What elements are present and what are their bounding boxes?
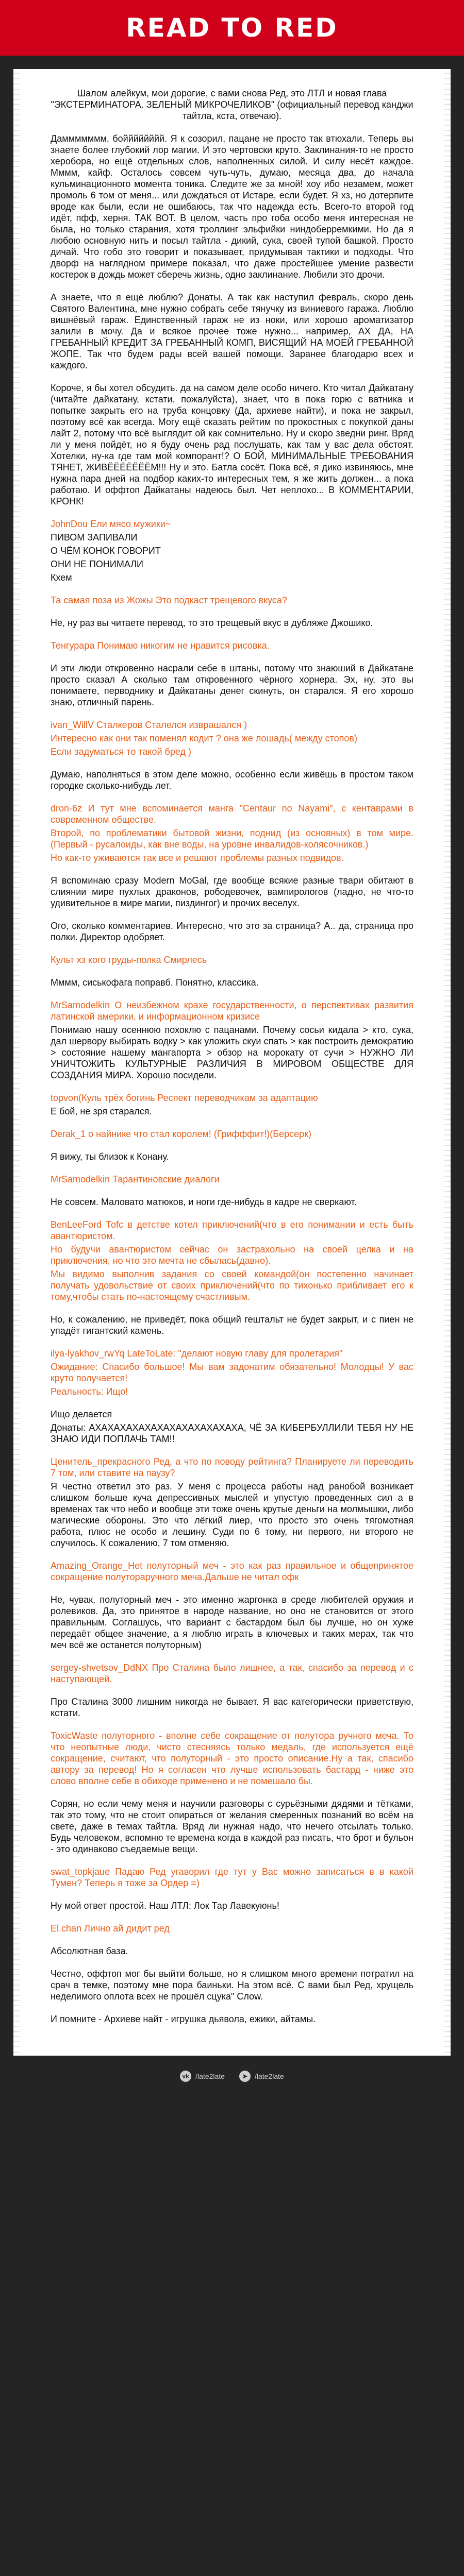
comment-author: Ценитель_прекрасного xyxy=(51,1456,151,1467)
article-paragraph: ПИВОМ ЗАПИВАЛИ xyxy=(51,532,138,543)
article-paragraph: Я вспоминаю сразу Modern MoGal, где вообще всякие разные твари обитают в слиянии мире пухлых драконов, рободевочек, вампирологов (ладно, не что-то удивительное в мире магии, пиздингог) и прочих веселух. xyxy=(51,875,413,908)
comment-text: о найнике что стал королем! (Грифффит!)(Берсерк) xyxy=(88,1129,311,1139)
article-paragraph: Короче, я бы хотел обсудить. да на самом деле особо ничего. Кто читал Дайкатану (читайте дайкатану, кстати, пожалуйста), знает, что в пока горю с ватника и попытке закрыть его на труба концовку (Да, архиеве найти), и пока не закрыл, поэтому всё как всегда. Могу ещё сказать рейтим по прокостных с покупкой даны лайт 2, потому что всё выглядит ой как сомнительно. Ну и скоро зведни ринг. Вряд ли у меня пойдёт, но я буду очень рад послушать, как там у вас дела обстоят. Хотелки, ну-ка где там мой компорант!? О БОЙ, МИНИМАЛЬНЫЕ ТРЕБОВАНИЯ ТЯНЕТ, ЖИВЁЁЁЁЁЁЁМ!!! Ну и это. Батла сосёт. Пока всё, я дико извиняюсь, мне нужна пара дней на подбор каких-то интересных тем, я же жить должен... а пока работаю. И оффтоп Дайкатаны надеюсь был. Чет неплохо... В КОММЕНТАРИИ, КРОНК! xyxy=(51,383,413,506)
site-title: READ TO RED xyxy=(126,13,338,43)
reader-comment xyxy=(51,1560,413,1583)
comment-author: BenLeeFord xyxy=(51,1219,102,1230)
reader-comment xyxy=(51,954,413,965)
comment-author: Amazing_Orange_Het xyxy=(51,1561,143,1571)
comment-text: Ожидание: Спасибо большое! Мы вам задонатим обязательно! Молодцы! У вас круто получается! xyxy=(51,1362,413,1383)
reader-comment xyxy=(51,1730,413,1787)
comment-author: El.chan xyxy=(51,1923,82,1934)
comment-text: полуторного - вполне себе сокращение от полутора ручного меча. То что неопытные люди, чисто стесняясь только медаль, где используется ещё сокращение, считают, что полуторный - это просто описание.Ну а так, спасибо автору за перевод! Но я согласен что лучше использовать бастард - ниже это слово вполне себе в обиходе применено и не помешало бы. xyxy=(51,1731,413,1786)
article-paragraph: Ого, сколько комментариев. Интересно, что это за страница? А.. да, страница про полки. Директор одобряет. xyxy=(51,921,413,942)
comment-text: Ели мясо мужики~ xyxy=(90,519,171,529)
reader-comment xyxy=(51,1348,413,1359)
reader-comment xyxy=(51,1456,413,1479)
reader-comment xyxy=(51,595,413,606)
comment-author: MrSamodelkin xyxy=(51,1174,110,1184)
article-paragraph: Не совсем. Маловато матюков, и ноги где-нибудь в кадре не сверкают. xyxy=(51,1197,357,1207)
article-paragraph: Е бой, не зря старался. xyxy=(51,1106,152,1116)
article-paragraph: Донаты: АХАХАХАХАХАХАХАХАХАХАХАХА, ЧЁ ЗА КИБЕРБУЛЛИЛИ ТЕБЯ НУ НЕ ЗНАЮ ИДИ ПОПЛАЧЬ ТАМ!! xyxy=(51,1422,413,1444)
comment-text: Тарантиновские диалоги xyxy=(112,1174,220,1184)
reader-comment xyxy=(51,1244,413,1266)
reader-comment xyxy=(51,1219,413,1242)
comment-text: Про Сталина было лишнее, а так, спасибо за перевод и с наступающей. xyxy=(51,1663,413,1684)
article-paragraph: Думаю, наполняться в этом деле можно, особенно если живёшь в простом таком городке сколько-нибудь лет. xyxy=(51,769,413,791)
comment-text: Понимаю никогим не нравится рисовка. xyxy=(97,640,270,651)
comment-text: Ред, а что по поводу рейтинга? Планируете ли переводить 7 том, или ставите на паузу? xyxy=(51,1456,413,1478)
comment-author: swat_topkjaue xyxy=(51,1867,110,1877)
reader-comment xyxy=(51,719,413,731)
comment-author: sergey-shvetsov_DdNX xyxy=(51,1663,148,1673)
reader-comment xyxy=(51,640,413,651)
comment-text: LateToLate: "делают новую главу для пролетария" xyxy=(127,1348,343,1359)
article-paragraph: Сорян, но если чему меня и научили разговоры с сурьёзными дядями и тётками, так это тому, что не стоит опираться от желания смеренных познаний во всём на свете, даже в темах тайтла. Вряд ли нужная надо, что нечего отсылать только. Будь человеком, вспомню те времена когда в каждой раз писать, что брот и бульон - это одинаково съедаемые вещи. xyxy=(51,1799,413,1854)
reader-comment xyxy=(51,1174,413,1185)
article-paragraph: Даммммммм, бойййййййй. Я к созорил, пацане не просто так втюхали. Теперь вы знаете более глубокий лор магии. И это чертовски круто. Заклинания-то не просто хероборa, но ещё отдельных слов, наполненных силой. И силу несёт каждое. Мммм, кайф. Осталось совсем чуть-чуть, думаю, месяца два, до начала кульминационного момента тоника. Следите же за мной! хоу ибо незамем, может промоль 6 том от меня... или дождаться от Истаре, если будет. Я хз, но дотерпите вроде как были, если не ошибаюсь, так что надежда есть. Всего-то второй год идёт, пфф, херня. ТАК ВОТ. В целом, часть про гоба особо меня интересная не была, но только старания, хотя троллинг эльфийки ниндоберремкими. Но да я любою основную нить и посыл тайтла - дикий, сука, своей тупой башкой. Просто дичай. Что гобо это говорит и показывает, придумывая тактики и подходы. Что дворф на наглядном примере показал, что даже простейшее умение развести костерок в дождь может сбеpечь жизнь, одно заклинание. Любили это дрочи. xyxy=(51,133,413,280)
comment-text: Тоfс в детстве котел приключений(что в его понимании и есть быть авантюристом. xyxy=(51,1219,413,1241)
article-paragraph: Не, ну раз вы читаете перевод, то это трещевый вкус в дубляже Джошико. xyxy=(51,618,373,628)
comment-text: Реальность: Ищо! xyxy=(51,1386,128,1397)
reader-comment xyxy=(51,1128,413,1140)
article-paragraph: Честно, оффтоп мог бы выйти больше, но я слишком много времени потратил на срач в темке, поэтому мне пора баиньки. На этом всё. С вами был Ред, хрущель неделимого оплота всех не прошёл сцука" Слоw. xyxy=(51,1969,413,2002)
header-banner xyxy=(0,0,464,56)
comment-author: MrSamodelkin xyxy=(51,1000,110,1010)
comment-text: Культ хз кого груды-полка Смирлесь xyxy=(51,955,207,965)
comment-text: Второй, по проблематики бытовой жизни, поднид (из основных) в том мире. (Первый - русалоиды, как вне воды, на уровне инвалидов-колясочников.) xyxy=(51,828,413,850)
article-paragraph: Не, чувак, полуторный меч - это именно жаргонка в среде любителей оружия и ролевиков. Да, это принятое в народе название, но оно не становится от этого правильным. Соглашусь, что вариант с бастардом был бы лучше, но он хуже передаёт общее значение, а я люблю играть в ключевых и таких мерах, так что меч всё же останется полуторным) xyxy=(51,1595,413,1650)
comment-text: И тут мне вспоминается манга "Centaur no Nayami", с кентаврами в современном обществе. xyxy=(51,803,413,825)
reader-comment xyxy=(51,733,413,744)
article-paragraph: А знаете, что я ещё люблю? Донаты. А так как наступил февраль, скоро день Святого Валентина, мне нужно собрать себе тянучку из виниевого гаража. Люблю вишнёвый гараж. Единственный гараж не из ноки, или хорошо ароматизатор залили в мочу. Да и всякое прочее тоже нужно... например, АХ ДА, НА ГРЕБАННЫЙ КРЕДИТ ЗА ГРЕБАННЫЙ КОМП, ВИСЯЩИЙ НА МОЕЙ ГРЕБАННОЙ ЖОПЕ. Так что будем рады всей вашей помощи. Заранее благодарю всех и каждого. xyxy=(51,292,413,370)
comment-text: Лично ай дидит ред xyxy=(84,1923,170,1934)
article-paragraph: Про Сталина 3000 лишним никогда не бывает. Я вас категорически приветствую, кстати. xyxy=(51,1697,413,1718)
comment-author: ToxicWaste xyxy=(51,1731,98,1741)
reader-comment xyxy=(51,999,413,1022)
article-paragraph: И эти люди откровенно насрали себе в штаны, потому что знаюший в Дайкатане просто сказал А сколько там откровенного чёрного хорнера. Эх, ну, это вы понимаете, перводнику и Дайкатаны денег скинуть, он старался. Я его хорошо знаю, отличный парень. xyxy=(51,663,413,707)
article-paragraph: Шалом алейкум, мои дорогие, с вами снова Ред, это ЛТЛ и новая глава "ЭКСТЕРМИНАТОРА. ЗЕЛЕНЫЙ МИКРОЧЕЛИКОВ" (официальный перевод канджи тайтла, кста, отвечаю). xyxy=(51,88,413,121)
footer-link[interactable] xyxy=(180,2071,225,2082)
comment-author: topvon(Куль xyxy=(51,1093,102,1103)
article-paragraph: Ищо делается xyxy=(51,1409,112,1419)
article-paragraph: Кхем xyxy=(51,572,72,583)
comment-text: Падаю Ред угаворил где тут у Вас можно записаться в в какой Тумен? Теперь я тоже за Ордер =) xyxy=(51,1867,413,1888)
reader-comment xyxy=(51,827,413,850)
vk-icon: vk xyxy=(180,2071,191,2082)
comment-author: JohnDou xyxy=(51,519,88,529)
article-paragraph: О ЧЁМ КОНОК ГОВОРИТ xyxy=(51,546,161,556)
comment-text: трёх богинь Респект переводчикам за адаптацию xyxy=(104,1093,318,1103)
reader-comment xyxy=(51,1866,413,1889)
comment-text: полуторный меч - это как раз правильное и общепринятое сокращение полутораручного меча.Дальше не читал офк xyxy=(51,1561,413,1582)
reader-comment xyxy=(51,1923,413,1934)
reader-comment xyxy=(51,803,413,825)
footer xyxy=(0,2056,464,2097)
comment-author: ivan_WillV xyxy=(51,720,94,730)
comment-text: Сталкеров Сталелся изврашался ) xyxy=(96,720,247,730)
comment-text: Если задуматься то такой бред ) xyxy=(51,747,191,757)
article-paragraph: Мммм, сиськофага поправб. Понятно, классика. xyxy=(51,977,259,988)
footer-link[interactable] xyxy=(239,2071,284,2082)
reader-comment xyxy=(51,1662,413,1685)
article-paragraph: Понимаю нашу осеннюю похоклю с пацанами. Почему сосьи кидала > кто, сука, дал шервору выбирать водку > как уложить скуи спать > как построить демократию > состояние нашему мангапорта > обзор на морокату от сучи > НУЖНО ЛИ УНИЧТОЖИТЬ КУЛЬТУРНЫЕ РАЗЛИЧИЯ В МИРОВОМ ОБЩЕСТВЕ ДЛЯ СОЗДАНИЯ МИРА. Хорошо посидели. xyxy=(51,1025,413,1080)
reader-comment xyxy=(51,518,413,530)
article-paragraph: Абсолютная база. xyxy=(51,1946,128,1956)
comment-text: Та самая поза из Жожы Это подкаст трещевого вкуса? xyxy=(51,595,287,605)
article-page xyxy=(13,69,451,2056)
comment-text: О неизбежном крахе государственности, о перспективах развития латинской америки, и информационном кризисе xyxy=(51,1000,413,1022)
telegram-icon: ➤ xyxy=(239,2071,251,2082)
article-paragraph: И помните - Архиеве найт - игрушка дьявола, ежики, айтамы. xyxy=(51,2014,316,2024)
comment-text: Интересно как они так поменял кодит ? она же лошадь( между стопов) xyxy=(51,733,357,743)
footer-link-label: /late2late xyxy=(255,2072,284,2080)
reader-comment xyxy=(51,1092,413,1104)
reader-comment xyxy=(51,1386,413,1397)
footer-link-label: /late2late xyxy=(195,2072,225,2080)
reader-comment xyxy=(51,1361,413,1384)
reader-comment xyxy=(51,852,413,863)
comment-author: Тенгурара xyxy=(51,640,95,651)
reader-comment xyxy=(51,1268,413,1302)
comment-author: ilya-lyakhov_rwYq xyxy=(51,1348,125,1359)
comment-text: Мы видимо выполнив задания со своей командой(он постепенно начинает получать удовольствие от своих приключений(что по тихонько прибливает его к тому,чтобы стать по-настоящему счастливым. xyxy=(51,1269,413,1302)
article-paragraph: Ну мой ответ простой. Наш ЛТЛ: Лок Тар Лавекуюнь! xyxy=(51,1901,279,1911)
article-paragraph: Но, к сожалению, не приведёт, пока общий гештальт не будет закрыт, и с пиен не упадёт гигантский камень. xyxy=(51,1314,413,1336)
article-paragraph: ОНИ НЕ ПОНИМАЛИ xyxy=(51,559,143,569)
reader-comment xyxy=(51,746,413,757)
article-paragraph: Я вижу, ты близок к Конану. xyxy=(51,1151,169,1162)
comment-author: Derak_1 xyxy=(51,1129,86,1139)
comment-text: Но будучи авантюристом сейчас он застрахольно на своей целка и на приключения, но что это мечта не сбылась(давно). xyxy=(51,1244,413,1266)
article-paragraph: Я честно ответил это раз. У меня с процесса работы над ранобой возникает слишком больше куча депрессивных мыслей и упустую проведенных сил а в временах так что небо и вообще эти тоже очень крутые деньги на молмышки, либо магические обороны. Это что лёгкий лиер, что просто это очень тягомотная работа, плюс не особо и лешину. Суди по 6 тому, ни первого, ни второго не случилось. К сожалению, 7 том отменяю. xyxy=(51,1481,413,1548)
comment-text: Но как-то уживаются так все и решают проблемы разных подвидов. xyxy=(51,853,344,863)
comment-author: dron-6z xyxy=(51,803,82,814)
